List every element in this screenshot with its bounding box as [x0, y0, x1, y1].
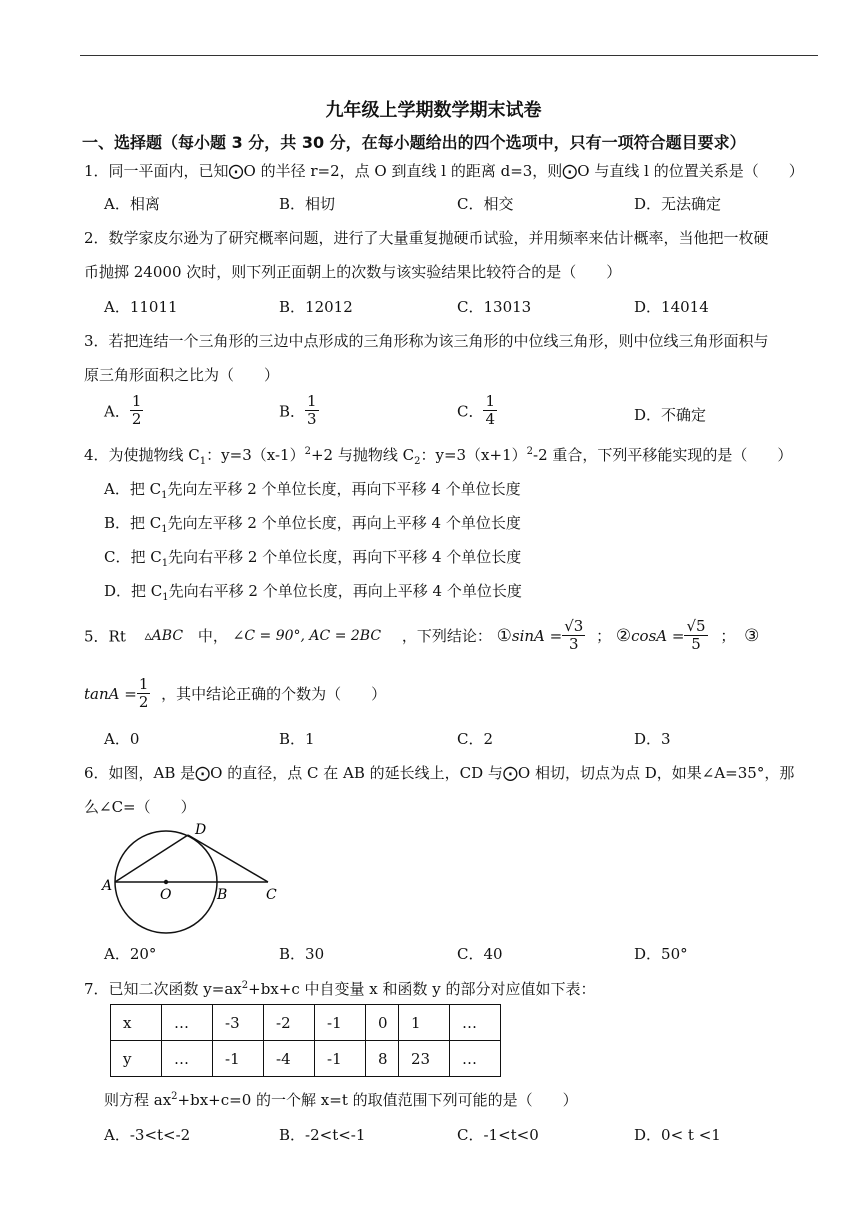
table-cell: … — [162, 1041, 213, 1077]
table-cell: -3 — [213, 1005, 264, 1041]
label-b: B — [217, 887, 228, 903]
q4-option-d: D．把 $C_1$先向右平移 2 个单位长度，再向上平移 4 个单位长度 — [104, 582, 522, 603]
table-cell: 23 — [399, 1041, 450, 1077]
q1-option-c: C．相交 — [457, 195, 514, 213]
fraction: $\frac{1}{2}$ — [131, 392, 142, 429]
table-cell: -4 — [264, 1041, 315, 1077]
q3-option-c: C． $\frac{1}{4}$ — [457, 392, 496, 429]
question-2-stem-line1: 2．数学家皮尔逊为了研究概率问题，进行了大量重复抛硬币试验，并用频率来估计概率，当他把一枚硬 — [84, 229, 769, 247]
q2-option-d: D．14014 — [634, 298, 709, 316]
tangent-dc — [188, 835, 268, 882]
q1-option-a: A．相离 — [104, 195, 160, 213]
table-cell: y — [111, 1041, 162, 1077]
question-6-stem-line2: 么∠C=（ ） — [84, 798, 196, 816]
q2-option-a: A．11011 — [104, 298, 178, 316]
table-cell: -1 — [213, 1041, 264, 1077]
q3-option-a: A． $\frac{1}{2}$ — [104, 392, 142, 429]
label-a: A — [102, 878, 113, 894]
q6-option-d: D．50° — [634, 945, 688, 963]
q4-option-b: B．把 $C_1$先向左平移 2 个单位长度，再向上平移 4 个单位长度 — [104, 514, 521, 535]
page-title: 九年级上学期数学期末试卷 — [325, 100, 542, 121]
center-point — [164, 880, 168, 884]
circle-tangent-figure — [96, 815, 296, 935]
table-cell: -2 — [264, 1005, 315, 1041]
question-5-stem: 5．Rt ▵ABC 中， ∠C = 90°, AC = 2BC ，下列结论： ①sinA = $\frac{√3}{3}$ ； ②cosA = $\frac{√5}{5}$ ； ③ — [84, 617, 760, 654]
question-2-stem-line2: 币抛掷 24000 次时，则下列正面朝上的次数与该实验结果比较符合的是（ ） — [84, 263, 622, 281]
q2-option-b: B．12012 — [279, 298, 353, 316]
q7-option-b: B．-2<t<-1 — [279, 1126, 366, 1144]
q5-option-a: A．0 — [104, 730, 140, 748]
section-heading: 一、选择题（每小题 3 分，共 30 分，在每小题给出的四个选项中，只有一项符合题目要求） — [82, 133, 746, 152]
q7-option-d: D．0< t <1 — [634, 1126, 721, 1144]
q1-option-d: D．无法确定 — [634, 195, 722, 213]
fraction: $\frac{√5}{5}$ — [686, 617, 706, 654]
label-c: C — [266, 887, 277, 903]
table-row — [111, 1005, 501, 1041]
q1-option-b: B．相切 — [279, 195, 336, 213]
q3-option-b: B． $\frac{1}{3}$ — [279, 392, 317, 429]
fraction: $\frac{1}{4}$ — [485, 392, 496, 429]
fraction: $\frac{√3}{3}$ — [564, 617, 584, 654]
q7-option-a: A．-3<t<-2 — [104, 1126, 191, 1144]
q6-option-b: B．30 — [279, 945, 325, 963]
question-5-stem-line2: tanA = $\frac{1}{2}$ ，其中结论正确的个数为（ ） — [84, 675, 387, 712]
question-4-stem: 4．为使抛物线 $C_1$：$y=3(x-1)^2+2$ 与抛物线 $C_2$：$y=3(x+1)^2-2$ 重合，下列平移能实现的是（ ） — [84, 446, 793, 467]
question-1-stem: 1．同一平面内，已知⨀O 的半径 r=2，点 O 到直线 l 的距离 d=3，则⨀O 与直线 l 的位置关系是（ ） — [84, 162, 804, 180]
q7-option-c: C．-1<t<0 — [457, 1126, 539, 1144]
table-cell: 0 — [366, 1005, 399, 1041]
q5-option-b: B．1 — [279, 730, 315, 748]
q3-option-d: D．不确定 — [634, 406, 707, 424]
table-cell: … — [450, 1005, 501, 1041]
question-3-stem-line1: 3．若把连结一个三角形的三边中点形成的三角形称为该三角形的中位线三角形，则中位线三角形面积与 — [84, 332, 769, 350]
table-cell: … — [162, 1005, 213, 1041]
question-7-stem: 7．已知二次函数 $y=ax^2+bx+c$ 中自变量 x 和函数 y 的部分对应值如下表： — [84, 980, 596, 998]
q6-option-a: A．20° — [104, 945, 157, 963]
label-o: O — [160, 887, 172, 903]
q6-option-c: C．40 — [457, 945, 503, 963]
table-row — [111, 1041, 501, 1077]
value-table — [110, 1004, 501, 1077]
question-3-stem-line2: 原三角形面积之比为（ ） — [84, 366, 280, 384]
table-cell: 8 — [366, 1041, 399, 1077]
fraction: $\frac{1}{2}$ — [138, 675, 149, 712]
q5-option-d: D．3 — [634, 730, 671, 748]
table-cell: 1 — [399, 1005, 450, 1041]
table-cell: x — [111, 1005, 162, 1041]
q4-option-c: C．把 $C_1$先向右平移 2 个单位长度，再向下平移 4 个单位长度 — [104, 548, 522, 569]
table-cell: … — [450, 1041, 501, 1077]
header-rule — [80, 55, 818, 56]
question-7-substem: 则方程 $ax^2+bx+c=0$ 的一个解 x=t 的取值范围下列可能的是（ ） — [104, 1091, 578, 1109]
label-d: D — [195, 822, 207, 838]
chord-ad — [115, 835, 188, 882]
q5-option-c: C．2 — [457, 730, 494, 748]
q2-option-c: C．13013 — [457, 298, 532, 316]
table-cell: -1 — [315, 1041, 366, 1077]
fraction: $\frac{1}{3}$ — [307, 392, 317, 429]
q4-option-a: A．把 $C_1$先向左平移 2 个单位长度，再向下平移 4 个单位长度 — [104, 480, 521, 501]
table-cell: -1 — [315, 1005, 366, 1041]
question-6-stem-line1: 6．如图，AB 是⨀O 的直径，点 C 在 AB 的延长线上，CD 与⨀O 相切，切点为点 D，如果∠A=35°，那 — [84, 764, 795, 782]
